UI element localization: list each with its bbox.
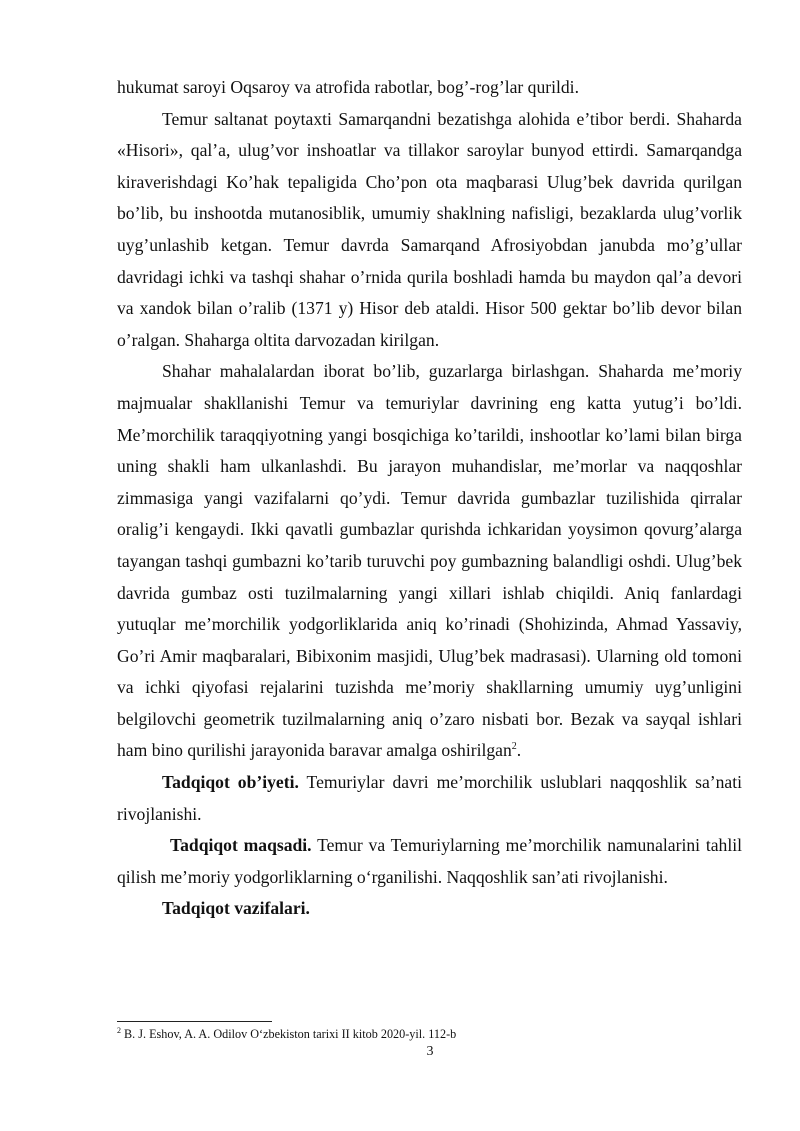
footnote-marker: 2 xyxy=(117,1025,121,1035)
footnote-separator xyxy=(117,1021,272,1022)
paragraph-architecture-text: Shahar mahalalardan iborat bo’lib, guzarlarga birlashgan. Shaharda me’moriy majmualar shakllanishi Temur va temuriylar davrining eng katta yutug’i bo’ldi. Me’morchilik taraqqiyotning yangi bosqichiga ko’tarildi, inshootlar ko’lami bilan birga uning shakli ham ulkanlashdi. Bu jarayon muhandislar, me’morlar va naqqoshlar zimmasiga yangi vazifalarni qo’ydi. Temur davrida gumbazlar tuzilishida qirralar oralig’i kengaydi. Ikki qavatli gumbazlar qurishda ichkaridan yoysimon qovurg’alarga tayangan tashqi gumbazni ko’tarib turuvchi poy gumbazning balandligi oshdi. Ulug’bek davrida gumbaz osti tuzilmalarning yangi xillari ishlab chiqildi. Aniq fanlardagi yutuqlar me’morchilik yodgorliklarida aniq ko’rinadi (Shohizinda, Ahmad Yassaviy, Go’ri Amir maqbaralari, Bibixonim masjidi, Ulug’bek madrasasi). Ularning old tomoni va ichki qiyofasi rejalarini tuzishda me’moriy shakllarning umumiy uyg’unligini belgilovchi geometrik tuzilmalarning aniq o’zaro nisbati bor. Bezak va sayqal ishlari ham bino qurilishi jarayonida baravar amalga oshirilgan xyxy=(117,361,742,761)
research-object-heading: Tadqiqot ob’iyeti. xyxy=(162,772,299,793)
footnote-reference: 2 xyxy=(511,741,517,753)
research-goal-heading: Tadqiqot maqsadi. xyxy=(170,835,312,856)
research-object-text: Temuriylar davri me’morchilik uslublari naqqoshlik sa’nati rivojlanishi. xyxy=(117,772,742,824)
page-number: 3 xyxy=(426,1044,434,1059)
paragraph-continuation: hukumat saroyi Oqsaroy va atrofida rabotlar, bog’-rog’lar qurildi. xyxy=(117,77,579,97)
paragraph-samarqand: Temur saltanat poytaxti Samarqandni bezatishga alohida e’tibor berdi. Shaharda «Hisori», qal’a, ulug’vor inshoatlar va tillakor saroylar bunyod ettirdi. Samarqandga kiraverishdagi Ko’hak tepaligida Cho’pon ota maqbarasi Ulug’bek davrida qurilgan bo’lib, bu inshootda mutanosiblik, umumiy shaklning nafisligi, bezaklarda ulug’vorlik uyg’unlashib ketgan. Temur davrda Samarqand Afrosiyobdan janubda mo’g’ullar davridagi ichki va tashqi shahar o’rnida qurila boshladi hamda bu maydon qal’a devori va xandok bilan o’ralib (1371 y) Hisor deb ataldi. Hisor 500 gektar bo’lib devor bilan o’ralgan. Shaharga oltita darvozadan kirilgan. xyxy=(117,108,742,350)
research-object-paragraph xyxy=(117,767,742,830)
paragraph-architecture-end: . xyxy=(516,740,522,761)
research-tasks-paragraph xyxy=(117,893,742,925)
paragraph-architecture xyxy=(117,356,742,767)
footnote xyxy=(117,1027,742,1042)
footnote-text: B. J. Eshov, A. A. Odilov O‘zbekiston tarixi II kitob 2020-yil. 112-b xyxy=(121,1027,457,1041)
research-goal-text: Temur va Temuriylarning me’morchilik namunalarini tahlil qilish me’moriy yodgorliklarning o‘rganilishi. Naqqoshlik san’ati rivojlanishi. xyxy=(117,835,742,887)
research-tasks-heading: Tadqiqot vazifalari. xyxy=(162,898,310,919)
research-goal-paragraph xyxy=(117,830,742,893)
main-text xyxy=(117,72,742,925)
